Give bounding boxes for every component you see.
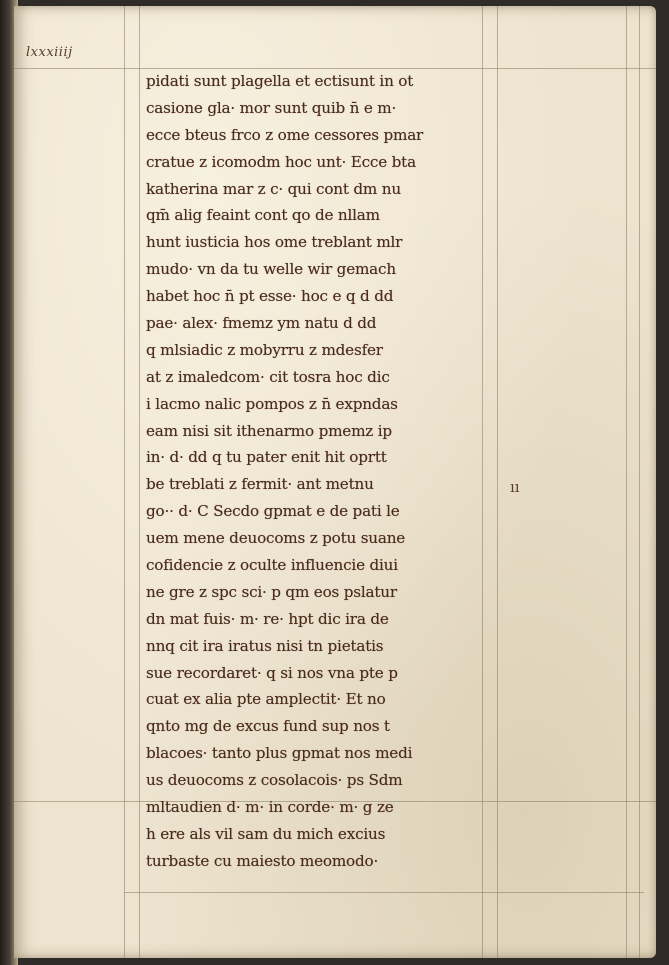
text-line: i lacmo nalic pompos z n̄ expndas xyxy=(146,394,398,413)
text-line: eam nisi sit ithenarmo pmemz ip xyxy=(146,421,392,440)
text-line: sue recordaret· q si nos vna pte p xyxy=(146,663,398,682)
text-line: casione gla· mor sunt quib n̄ e m· xyxy=(146,98,397,117)
text-line: in· d· dd q tu pater enit hit oprtt xyxy=(146,448,387,467)
margin-mark: ıı xyxy=(510,478,520,496)
ruling-line xyxy=(139,6,140,958)
text-line: us deuocoms z cosolacois· ps Sdm xyxy=(146,771,403,790)
text-line: at z imaledcom· cit tosra hoc dic xyxy=(146,367,390,386)
text-line: nnq cit ira iratus nisi tn pietatis xyxy=(146,636,384,655)
text-line: uem mene deuocoms z potu suane xyxy=(146,529,406,548)
text-line: cuat ex alia pte amplectit· Et no xyxy=(146,690,386,709)
text-line: qnto mg de excus fund sup nos t xyxy=(146,717,390,736)
text-line: habet hoc n̄ pt esse· hoc e q d dd xyxy=(146,287,394,306)
text-line: cofidencie z oculte influencie diui xyxy=(146,556,398,575)
text-line: ne gre z spc sci· p qm eos pslatur xyxy=(146,582,397,601)
text-line: cratue z icomodm hoc unt· Ecce bta xyxy=(146,152,416,171)
text-line: pidati sunt plagella et ectisunt in ot xyxy=(146,72,414,90)
text-line: turbaste cu maiesto meomodo· xyxy=(146,851,379,870)
text-line: mltaudien d· m· in corde· m· g ze xyxy=(146,798,394,817)
text-line: dn mat fuis· m· re· hpt dic ira de xyxy=(146,609,389,628)
ruling-line xyxy=(639,6,640,958)
text-line: pae· alex· fmemz ym natu d dd xyxy=(146,314,377,333)
folio-number: lxxxiiij xyxy=(26,45,73,60)
ruling-line xyxy=(626,6,627,958)
ruling-line xyxy=(497,6,498,958)
text-line: go·· d· C Secdo gpmat e de pati le xyxy=(146,502,400,521)
text-line: h ere als vil sam du mich excius xyxy=(146,824,386,843)
text-line: be treblati z fermit· ant metnu xyxy=(146,475,374,494)
text-line: blacoes· tanto plus gpmat nos medi xyxy=(146,744,413,763)
text-line: hunt iusticia hos ome treblant mlr xyxy=(146,233,403,252)
ruling-line xyxy=(124,892,644,893)
text-line: mudo· vn da tu welle wir gemach xyxy=(146,260,396,279)
text-line: qm̄ alig feaint cont qo de nllam xyxy=(146,206,380,225)
text-block xyxy=(146,68,488,875)
text-line: q mlsiadic z mobyrru z mdesfer xyxy=(146,340,383,359)
text-line: katherina mar z c· qui cont dm nu xyxy=(146,179,401,198)
text-line: ecce bteus frco z ome cessores pmar xyxy=(146,125,424,144)
ruling-line xyxy=(124,6,125,958)
